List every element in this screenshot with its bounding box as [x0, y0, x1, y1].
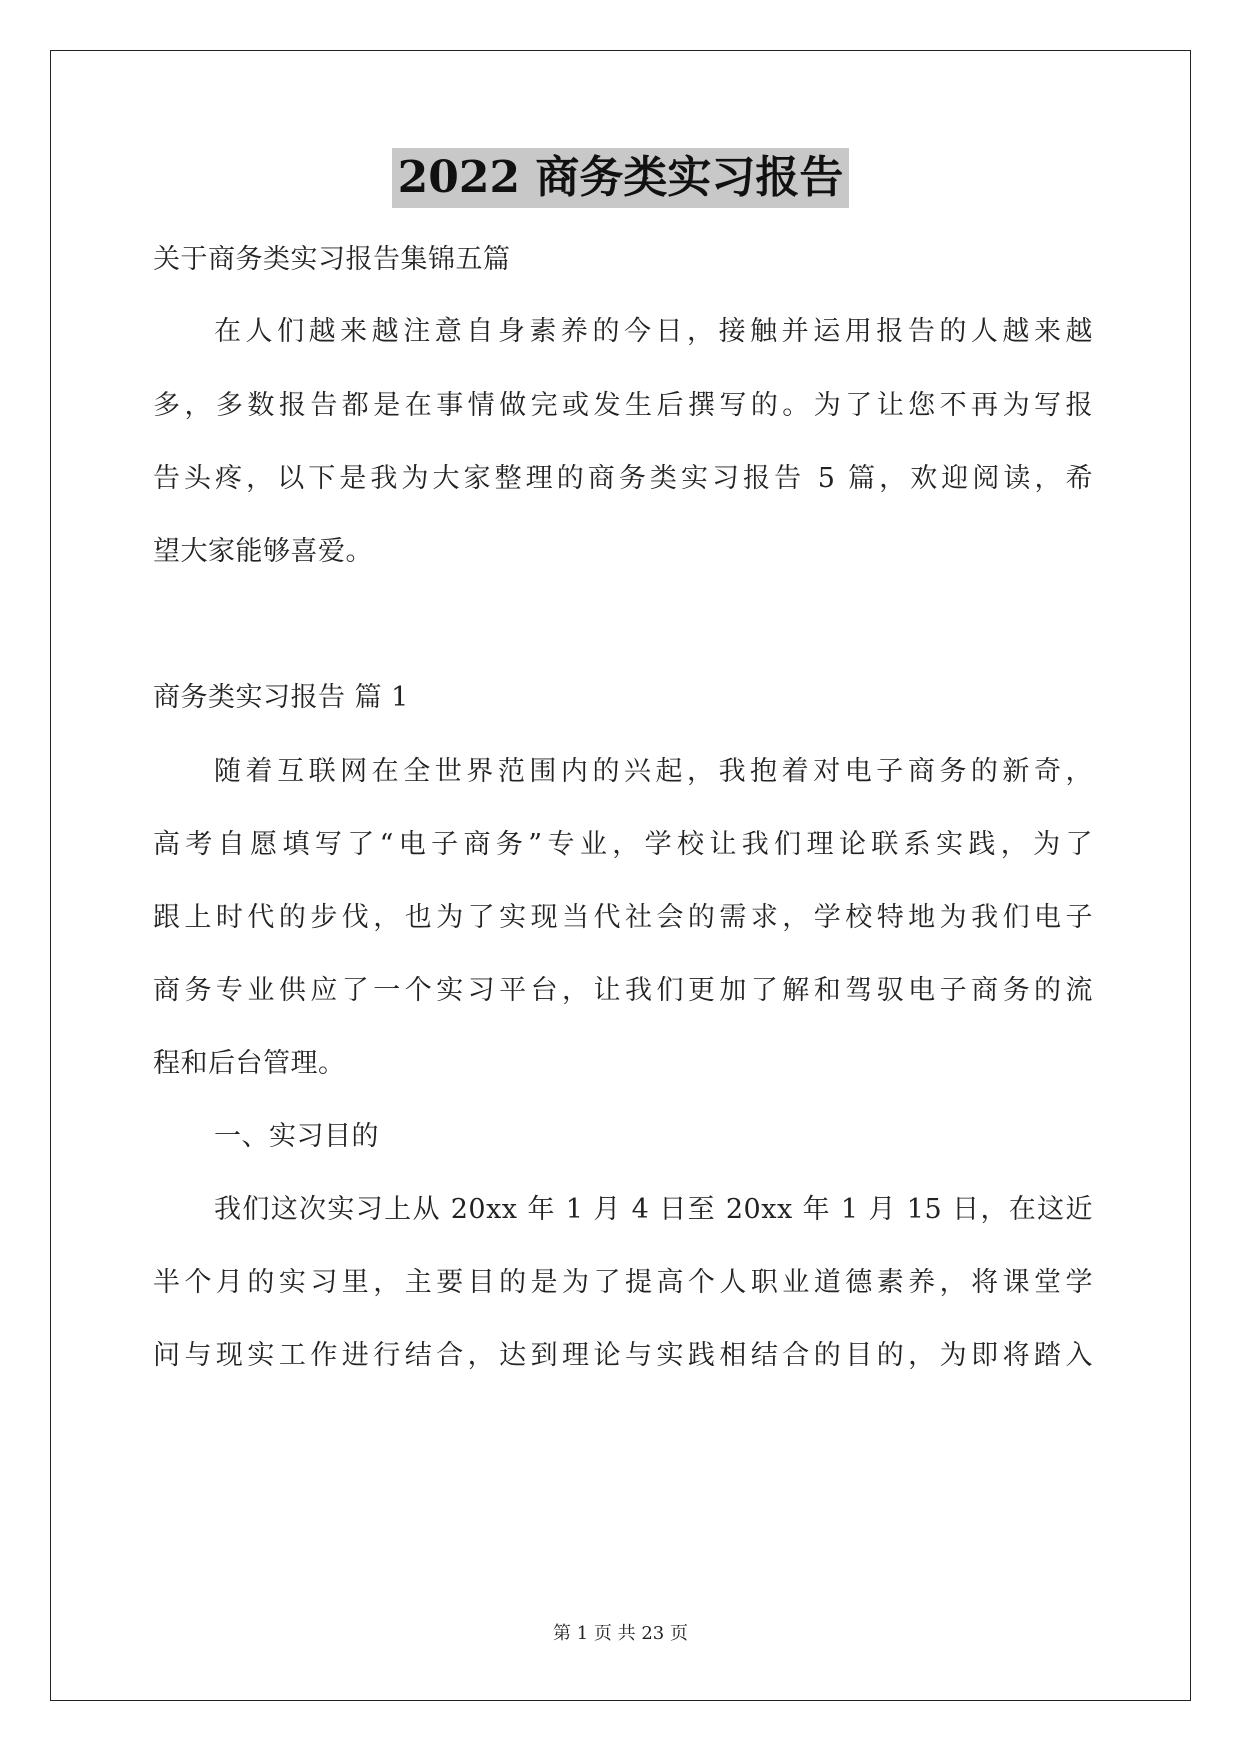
paragraph-line: 随着互联网在全世界范围内的兴起，我抱着对电子商务的新奇， [214, 756, 1093, 787]
paragraph-line: 半个月的实习里，主要目的是为了提高个人职业道德素养，将课堂学 [153, 1267, 1093, 1298]
document-subtitle: 关于商务类实习报告集锦五篇 [153, 244, 511, 275]
paragraph-line: 商务专业供应了一个实习平台，让我们更加了解和驾驭电子商务的流 [153, 975, 1093, 1006]
intro-line: 告头疼，以下是我为大家整理的商务类实习报告 5 篇，欢迎阅读，希 [153, 463, 1093, 494]
subheading: 一、实习目的 [214, 1121, 379, 1152]
paragraph-line: 跟上时代的步伐，也为了实现当代社会的需求，学校特地为我们电子 [153, 902, 1093, 933]
section-heading: 商务类实习报告 篇 1 [153, 682, 409, 713]
page-number-footer: 第 1 页 共 23 页 [553, 1623, 688, 1644]
paragraph-line: 问与现实工作进行结合，达到理论与实践相结合的目的，为即将踏入 [153, 1340, 1093, 1371]
page-border [50, 50, 1191, 1701]
paragraph-line: 我们这次实习上从 20xx 年 1 月 4 日至 20xx 年 1 月 15 日，在这近 [214, 1194, 1093, 1225]
document-title: 2022 商务类实习报告 [392, 148, 850, 208]
title-container [0, 148, 1241, 208]
intro-line: 多，多数报告都是在事情做完或发生后撰写的。为了让您不再为写报 [153, 390, 1093, 421]
paragraph-line: 高考自愿填写了“电子商务”专业，学校让我们理论联系实践，为了 [153, 829, 1093, 860]
paragraph-line: 程和后台管理。 [153, 1048, 346, 1079]
intro-line: 望大家能够喜爱。 [153, 536, 373, 567]
intro-line: 在人们越来越注意自身素养的今日，接触并运用报告的人越来越 [214, 316, 1093, 347]
